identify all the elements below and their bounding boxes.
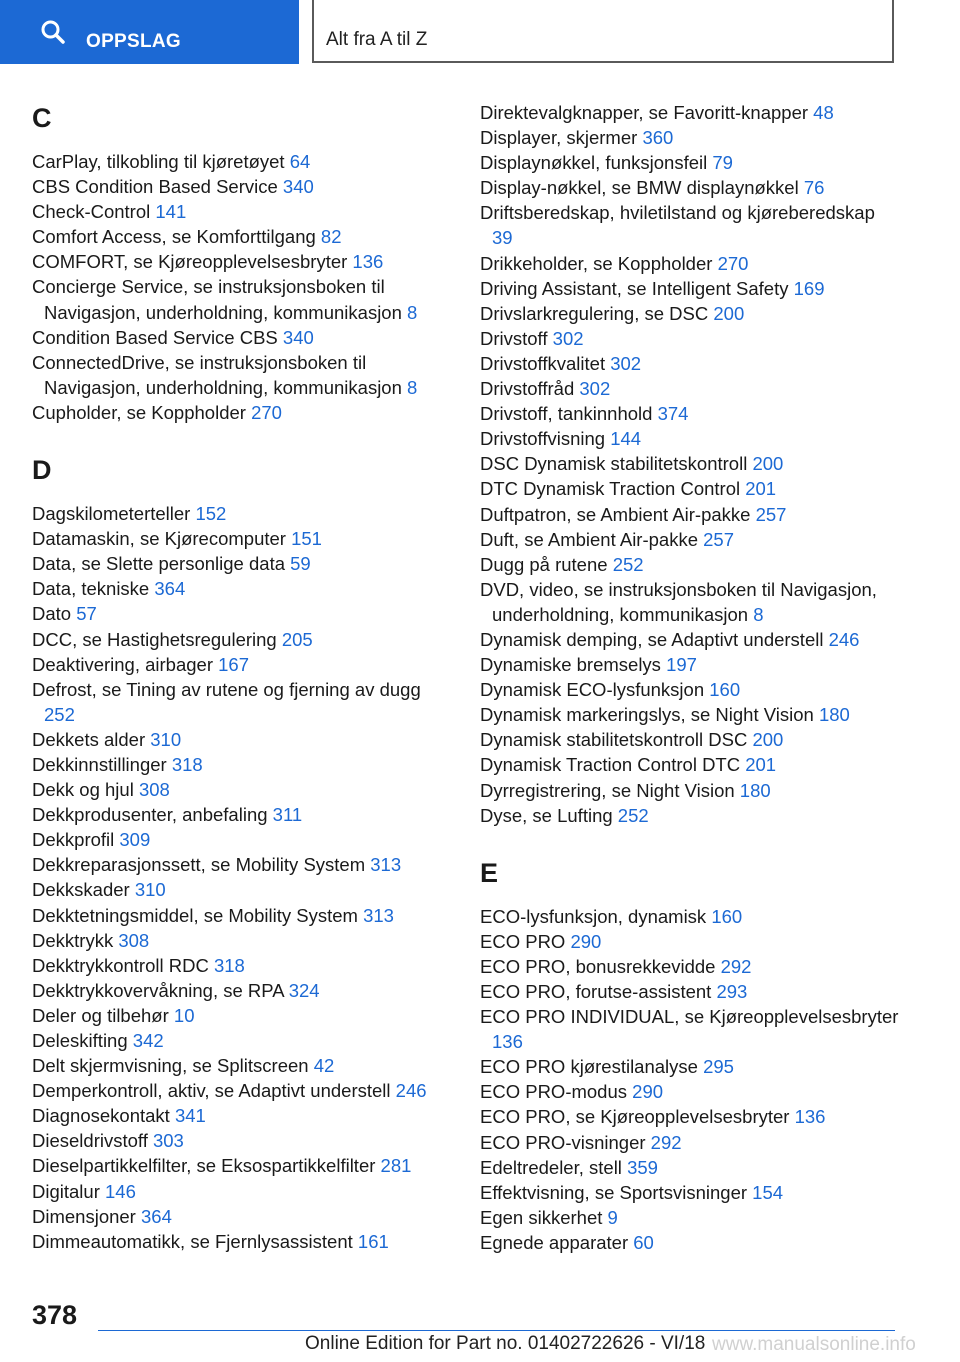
index-entry-text: Edeltredeler, stell: [480, 1156, 622, 1178]
index-page-link[interactable]: 302: [552, 327, 584, 349]
footer-divider: [98, 1330, 895, 1331]
index-page-link[interactable]: 136: [352, 251, 384, 273]
index-page-link[interactable]: 76: [803, 177, 825, 199]
index-entry-text: Comfort Access, se Komforttilgang: [32, 226, 316, 248]
index-entry: [32, 400, 452, 425]
index-page-link[interactable]: 197: [666, 654, 697, 676]
index-entry: [480, 577, 900, 627]
index-entry-text: CarPlay, tilkobling til kjøretøyet: [32, 151, 285, 172]
index-page-link[interactable]: 270: [717, 252, 749, 274]
index-entry: [480, 527, 900, 552]
index-entry: [32, 627, 452, 652]
page-number: 378: [32, 1300, 78, 1330]
index-entry: [32, 325, 452, 350]
search-icon: [40, 19, 66, 45]
index-entry-text: ECO PRO, forutse-assistent: [480, 981, 712, 1002]
index-page-link[interactable]: 292: [650, 1131, 682, 1153]
index-entry-text: Dynamiske bremselys: [480, 654, 661, 676]
index-page-link[interactable]: 293: [716, 981, 748, 1002]
index-entry: [32, 1179, 452, 1204]
index-entry: [32, 978, 452, 1003]
index-entry-text: Defrost, se Tining av rutene og fjerning av dugg: [32, 678, 421, 700]
index-entry: [32, 1153, 452, 1178]
index-entry-text: Data, se Slette personlige data: [32, 553, 285, 575]
index-entry-text: Driftsberedskap, hviletilstand og kjøreberedskap: [480, 202, 875, 224]
index-entry-text: Concierge Service, se instruksjonsboken til Navigasjon, underholdning, kommunikasjon: [32, 276, 402, 323]
index-page-link[interactable]: 308: [138, 779, 170, 801]
index-page-link[interactable]: 180: [818, 704, 850, 726]
index-page-link[interactable]: 48: [813, 102, 834, 123]
index-entry: [480, 702, 900, 727]
index-page-link[interactable]: 60: [633, 1231, 654, 1253]
index-entry-text: Dekktetningsmiddel, se Mobility System: [32, 904, 358, 926]
index-entry-text: Egen sikkerhet: [480, 1206, 603, 1228]
index-column-left: [32, 100, 452, 1254]
index-entry-text: Displaynøkkel, funksjonsfeil: [480, 152, 708, 174]
index-page-link[interactable]: 79: [712, 152, 733, 174]
index-entry: [480, 1130, 900, 1155]
index-entry: [480, 1230, 900, 1255]
index-entry: [32, 1128, 452, 1153]
index-entry-text: CBS Condition Based Service: [32, 176, 278, 198]
index-entry-text: DVD, video, se instruksjonsboken til Navigasjon, underholdning, kommunikasjon: [480, 578, 877, 625]
index-entry-text: Drivstoff, tankinnhold: [480, 403, 653, 425]
index-entry: [480, 376, 900, 401]
index-column-right: [480, 100, 900, 1255]
index-page-link[interactable]: 364: [141, 1205, 172, 1227]
index-page-link[interactable]: 169: [793, 277, 825, 299]
index-entry-text: Duft, se Ambient Air-pakke: [480, 528, 698, 550]
section-letter: C: [32, 103, 52, 133]
index-page-link[interactable]: 324: [288, 979, 320, 1001]
index-entry-text: ECO-lysfunksjon, dynamisk: [480, 905, 707, 927]
index-entry: [32, 576, 452, 601]
index-entry: [480, 904, 900, 929]
index-entry-text: Dimmeautomatikk, se Fjernlysassistent: [32, 1230, 353, 1252]
index-entry: [32, 249, 452, 274]
edition-text: Online Edition for Part no. 01402722626 - VI/18: [305, 1333, 706, 1354]
index-page-link[interactable]: 295: [703, 1056, 734, 1078]
index-entry-text: Dekk og hjul: [32, 779, 134, 801]
index-entry-text: Dekkinnstillinger: [32, 753, 167, 775]
index-entry-text: Dekktrykkontroll RDC: [32, 954, 209, 976]
index-page-link[interactable]: 313: [363, 904, 394, 926]
index-entry-text: Dekktrykkovervåkning, se RPA: [32, 979, 284, 1001]
index-entry-text: Dato: [32, 603, 72, 625]
index-entry: [32, 1204, 452, 1229]
index-entry-text: Dekkprodusenter, anbefaling: [32, 804, 268, 826]
index-entry: [32, 1229, 452, 1254]
index-entry-text: Drikkeholder, se Koppholder: [480, 252, 713, 274]
index-entry-text: ECO PRO, se Kjøreopplevelsesbryter: [480, 1106, 790, 1128]
index-entry-text: Deler og tilbehør: [32, 1004, 169, 1026]
index-entry: [32, 199, 452, 224]
index-entry-text: Dekkreparasjonssett, se Mobility System: [32, 854, 366, 876]
index-entry-text: Dieselpartikkelfilter, se Eksospartikkelfilter: [32, 1155, 376, 1177]
index-entry-text: ECO PRO-visninger: [480, 1131, 646, 1153]
index-entry: [480, 752, 900, 777]
index-page-link[interactable]: 200: [752, 453, 784, 475]
index-entry-text: Dyrregistrering, se Night Vision: [480, 779, 735, 801]
index-page-link[interactable]: 201: [745, 754, 777, 776]
index-entry-text: Drivstoffvisning: [480, 428, 606, 450]
index-page-link[interactable]: 257: [755, 503, 787, 525]
index-entry: [32, 350, 452, 400]
section-gap: [32, 425, 452, 449]
index-page-link[interactable]: 42: [313, 1055, 335, 1077]
index-entry-text: COMFORT, se Kjøreopplevelsesbryter: [32, 251, 348, 273]
index-page-link[interactable]: 8: [407, 301, 418, 323]
index-entry-text: Drivstoffkvalitet: [480, 352, 606, 374]
index-entry: [480, 351, 900, 376]
index-page-link[interactable]: 136: [492, 1031, 523, 1053]
index-entry: [480, 476, 900, 501]
index-page-link[interactable]: 154: [752, 1181, 784, 1203]
index-page-link[interactable]: 310: [150, 728, 182, 750]
index-entry-text: DTC Dynamisk Traction Control: [480, 478, 741, 500]
section-letter: E: [480, 857, 499, 888]
index-entry: [32, 501, 452, 526]
index-page-link[interactable]: 246: [395, 1080, 427, 1102]
index-entry-text: Dimensjoner: [32, 1205, 136, 1227]
index-entry: [32, 652, 452, 677]
index-page-link[interactable]: 205: [281, 628, 313, 650]
index-entry-text: DCC, se Hastighetsregulering: [32, 628, 277, 650]
index-entry-text: Dekkets alder: [32, 728, 146, 750]
index-entry-text: Diagnosekontakt: [32, 1105, 170, 1127]
index-page-link[interactable]: 310: [134, 879, 166, 901]
index-entry: [480, 150, 900, 175]
index-page-link[interactable]: 8: [407, 376, 418, 398]
index-page-link[interactable]: 359: [627, 1156, 658, 1178]
index-entry: [480, 778, 900, 803]
index-entry: [32, 677, 452, 727]
index-entry-text: Dynamisk demping, se Adaptivt understell: [480, 628, 824, 650]
index-entry: [480, 1054, 900, 1079]
index-page-link[interactable]: 340: [282, 176, 314, 198]
index-page-link[interactable]: 270: [251, 401, 282, 423]
index-entry-text: Dynamisk markeringslys, se Night Vision: [480, 704, 814, 726]
index-page-link[interactable]: 257: [703, 528, 735, 550]
index-page-link[interactable]: 341: [174, 1105, 206, 1127]
index-entry-text: ECO PRO kjørestilanalyse: [480, 1056, 698, 1078]
index-entry-text: Dagskilometerteller: [32, 503, 191, 525]
index-entry: [480, 1155, 900, 1180]
index-entry-text: Dekkskader: [32, 879, 130, 901]
index-page-link[interactable]: 309: [119, 829, 151, 851]
index-entry: [480, 301, 900, 326]
index-page-link[interactable]: 64: [289, 151, 311, 172]
index-entry: [32, 274, 452, 324]
index-entry: [32, 526, 452, 551]
index-entry: [480, 1004, 900, 1054]
index-entry-text: Dynamisk ECO-lysfunksjon: [480, 679, 705, 701]
index-entry-text: Dyse, se Lufting: [480, 804, 613, 826]
index-page-link[interactable]: 318: [213, 954, 245, 976]
section-letter: D: [32, 455, 52, 486]
index-entry: [32, 802, 452, 827]
index-page-link[interactable]: 39: [492, 227, 513, 249]
index-entry: [32, 1053, 452, 1078]
index-entry: [480, 627, 900, 652]
index-page-link[interactable]: 303: [152, 1130, 184, 1152]
index-entry-text: DSC Dynamisk stabilitetskontroll: [480, 453, 748, 475]
index-entry-text: Duftpatron, se Ambient Air-pakke: [480, 503, 751, 525]
index-page-link[interactable]: 318: [171, 753, 203, 775]
index-page-link[interactable]: 302: [579, 378, 611, 400]
index-entry: [480, 451, 900, 476]
index-entry: [32, 149, 452, 174]
index-page-link[interactable]: 160: [709, 679, 741, 701]
index-entry: [32, 852, 452, 877]
section-gap: [480, 828, 900, 852]
index-entry: [480, 979, 900, 1004]
index-entry: [480, 1205, 900, 1230]
index-entry-text: Effektvisning, se Sportsvisninger: [480, 1181, 748, 1203]
index-page-link[interactable]: 252: [612, 553, 644, 575]
index-entry: [32, 1028, 452, 1053]
index-entry: [32, 1003, 452, 1028]
index-entry-text: Egnede apparater: [480, 1231, 629, 1253]
index-page-link[interactable]: 374: [657, 403, 689, 425]
index-entry: [32, 752, 452, 777]
index-entry: [32, 224, 452, 249]
index-entry-text: Check-Control: [32, 201, 151, 223]
index-entry: [32, 174, 452, 199]
index-entry-text: Delt skjermvisning, se Splitscreen: [32, 1055, 309, 1077]
index-page-link[interactable]: 141: [155, 201, 187, 223]
index-entry: [480, 954, 900, 979]
index-entry: [480, 200, 900, 250]
index-entry-text: Dugg på rutene: [480, 553, 608, 575]
index-entry: [32, 1103, 452, 1128]
index-page-link[interactable]: 360: [642, 127, 674, 149]
index-entry-text: Direktevalgknapper, se Favoritt-knapper: [480, 102, 809, 123]
index-page-link[interactable]: 201: [745, 478, 777, 500]
index-entry: [480, 803, 900, 828]
index-page-link[interactable]: 302: [610, 352, 642, 374]
index-entry: [32, 777, 452, 802]
index-entry: [480, 401, 900, 426]
index-entry: [480, 929, 900, 954]
index-page-link[interactable]: 252: [617, 804, 649, 826]
index-page-link[interactable]: 342: [132, 1030, 164, 1051]
index-entry: [32, 727, 452, 752]
top-navigation-bar: [0, 0, 960, 66]
index-page-link[interactable]: 308: [118, 929, 150, 951]
index-entry-text: ECO PRO: [480, 930, 566, 952]
index-entry-text: ECO PRO, bonusrekkevidde: [480, 955, 716, 977]
index-page-link[interactable]: 144: [610, 428, 642, 450]
index-page-link[interactable]: 59: [290, 553, 311, 575]
tab-oppslag-label: OPPSLAG: [86, 31, 182, 52]
index-page-link[interactable]: 82: [320, 226, 342, 248]
index-entry: [480, 727, 900, 752]
index-entry: [480, 251, 900, 276]
index-entry: [480, 1180, 900, 1205]
index-page-link[interactable]: 57: [76, 603, 97, 625]
index-entry: [480, 552, 900, 577]
index-entry-text: Displayer, skjermer: [480, 127, 638, 149]
index-entry-text: Dynamisk stabilitetskontroll DSC: [480, 729, 748, 751]
index-entry-text: ECO PRO INDIVIDUAL, se Kjøreopplevelsesbryter: [480, 1006, 899, 1028]
index-entry-text: Digitalur: [32, 1180, 100, 1202]
index-entry-text: Drivstoffråd: [480, 378, 575, 400]
index-page-link[interactable]: 252: [44, 703, 75, 725]
index-page-link[interactable]: 200: [713, 302, 745, 324]
index-entry-text: Dekktrykk: [32, 929, 114, 951]
index-entry: [32, 601, 452, 626]
index-page-link[interactable]: 167: [218, 653, 249, 675]
index-entry-text: ECO PRO-modus: [480, 1081, 628, 1103]
index-entry: [480, 125, 900, 150]
index-entry-text: Data, tekniske: [32, 578, 150, 600]
index-page-link[interactable]: 340: [282, 326, 314, 348]
index-entry: [480, 677, 900, 702]
index-page-link[interactable]: 180: [739, 779, 771, 801]
index-page-link[interactable]: 151: [291, 528, 322, 550]
index-entry-text: Datamaskin, se Kjørecomputer: [32, 528, 286, 550]
watermark-text: www.manualsonline.info: [712, 1334, 916, 1355]
index-entry: [480, 1079, 900, 1104]
index-page-link[interactable]: 9: [607, 1206, 618, 1228]
index-page-link[interactable]: 292: [720, 955, 752, 977]
index-entry-text: Deleskifting: [32, 1030, 128, 1051]
index-entry: [32, 953, 452, 978]
index-entry-text: Condition Based Service CBS: [32, 326, 278, 348]
index-entry: [32, 551, 452, 576]
index-page-link[interactable]: 364: [154, 578, 186, 600]
index-entry-text: Cupholder, se Koppholder: [32, 401, 246, 423]
index-entry-text: Drivstoff: [480, 327, 548, 349]
index-entry: [480, 426, 900, 451]
index-page-link[interactable]: 246: [828, 628, 860, 650]
index-entry: [480, 175, 900, 200]
index-page-link[interactable]: 8: [753, 603, 764, 625]
index-page-link[interactable]: 146: [105, 1180, 136, 1202]
index-entry: [32, 877, 452, 902]
index-entry-text: Driving Assistant, se Intelligent Safety: [480, 277, 789, 299]
index-entry: [32, 928, 452, 953]
index-entry-text: Drivslarkregulering, se DSC: [480, 302, 709, 324]
index-entry: [480, 502, 900, 527]
index-entry-text: Dynamisk Traction Control DTC: [480, 754, 741, 776]
index-page-link[interactable]: 160: [711, 905, 743, 927]
index-entry: [480, 326, 900, 351]
index-entry-text: ConnectedDrive, se instruksjonsboken til Navigasjon, underholdning, kommunikasjon: [32, 351, 402, 398]
index-entry: [480, 276, 900, 301]
tab-alt-fra-a-til-z-label: Alt fra A til Z: [326, 29, 428, 50]
tab-oppslag[interactable]: [0, 0, 299, 64]
index-page-link[interactable]: 136: [794, 1106, 826, 1128]
index-entry: [480, 1104, 900, 1129]
index-entry: [480, 652, 900, 677]
index-entry-text: Display-nøkkel, se BMW displaynøkkel: [480, 177, 799, 199]
index-entry-text: Dekkprofil: [32, 829, 115, 851]
index-entry: [480, 100, 900, 125]
index-entry-text: Dieseldrivstoff: [32, 1130, 148, 1152]
index-page-link[interactable]: 152: [195, 503, 227, 525]
index-page-link[interactable]: 10: [173, 1004, 195, 1026]
index-entry-text: Deaktivering, airbager: [32, 653, 213, 675]
index-entry: [32, 1078, 452, 1103]
index-page-link[interactable]: 290: [632, 1081, 664, 1103]
index-page-link[interactable]: 311: [272, 804, 303, 826]
index-page-link[interactable]: 290: [570, 930, 602, 952]
index-entry: [32, 903, 452, 928]
index-entry-text: Demperkontroll, aktiv, se Adaptivt understell: [32, 1080, 391, 1102]
index-page-link[interactable]: 161: [357, 1230, 389, 1252]
tab-alt-fra-a-til-z[interactable]: [312, 0, 894, 63]
index-page-link[interactable]: 313: [370, 854, 402, 876]
index-entry: [32, 827, 452, 852]
index-page-link[interactable]: 281: [380, 1155, 412, 1177]
index-page-link[interactable]: 200: [752, 729, 784, 751]
